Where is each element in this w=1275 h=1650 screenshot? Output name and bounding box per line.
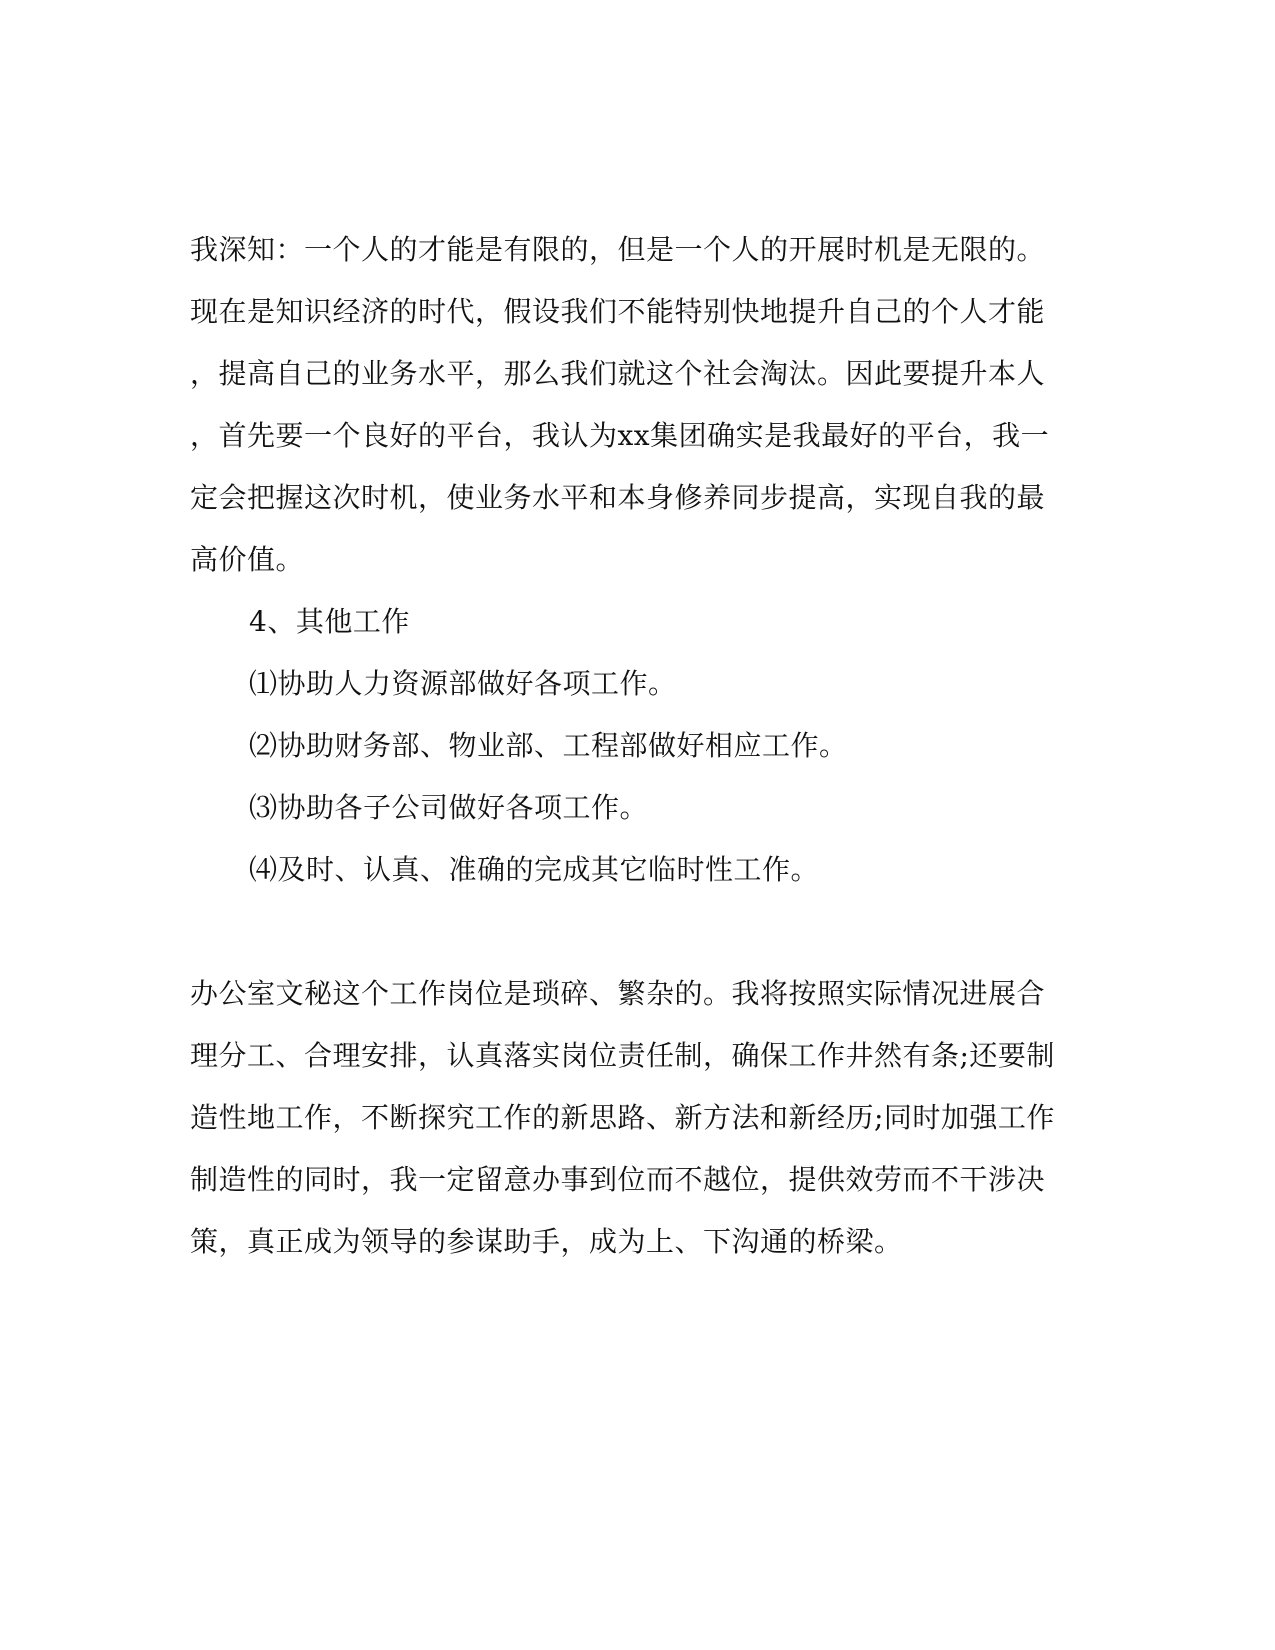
list-item: ⑶协助各子公司做好各项工作。 — [249, 791, 649, 824]
text-line: ，首先要一个良好的平台，我认为xx集团确实是我最好的平台，我一 — [190, 419, 1050, 452]
text-line: 现在是知识经济的时代，假设我们不能特别快地提升自己的个人才能 — [190, 295, 1046, 328]
text-line: 我深知：一个人的才能是有限的，但是一个人的开展时机是无限的。 — [190, 233, 1046, 266]
text-line: 定会把握这次时机，使业务水平和本身修养同步提高，实现自我的最 — [190, 481, 1046, 514]
text-line: 造性地工作，不断探究工作的新思路、新方法和新经历;同时加强工作 — [190, 1101, 1055, 1134]
text-line: 办公室文秘这个工作岗位是琐碎、繁杂的。我将按照实际情况进展合 — [190, 977, 1046, 1010]
section-heading: 4、其他工作 — [249, 605, 410, 638]
text-line: ，提高自己的业务水平，那么我们就这个社会淘汰。因此要提升本人 — [190, 357, 1046, 390]
text-line: 理分工、合理安排，认真落实岗位责任制，确保工作井然有条;还要制 — [190, 1039, 1055, 1072]
text-line: 制造性的同时，我一定留意办事到位而不越位，提供效劳而不干涉决 — [190, 1163, 1046, 1196]
text-line: 策，真正成为领导的参谋助手，成为上、下沟通的桥梁。 — [190, 1225, 903, 1258]
list-item: ⑷及时、认真、准确的完成其它临时性工作。 — [249, 853, 820, 886]
list-item: ⑴协助人力资源部做好各项工作。 — [249, 667, 677, 700]
list-item: ⑵协助财务部、物业部、工程部做好相应工作。 — [249, 729, 848, 762]
text-line: 高价值。 — [190, 543, 305, 576]
